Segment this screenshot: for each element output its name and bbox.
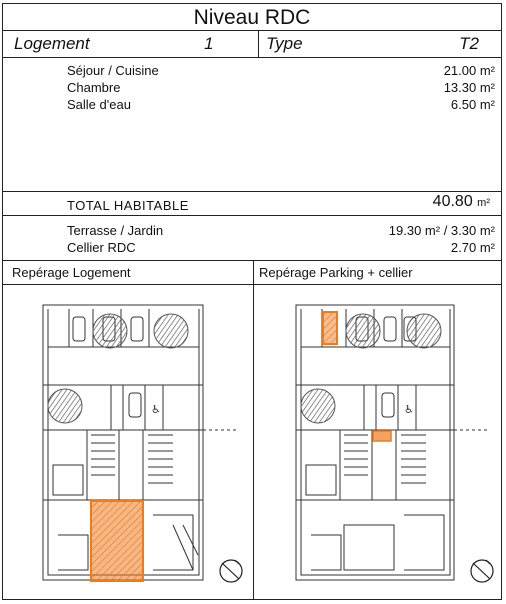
logement-label: Logement [14, 34, 90, 53]
location-logement-label: Repérage Logement [12, 265, 131, 280]
north-arrow-icon [471, 560, 493, 582]
location-divider [253, 261, 254, 285]
tree-icon [407, 314, 441, 348]
tree-icon [93, 314, 127, 348]
header-row [3, 31, 501, 58]
tree-icon [301, 389, 335, 423]
extra-name: Cellier RDC [67, 240, 136, 255]
room-row [67, 80, 495, 96]
parking-highlight-fill [323, 312, 337, 344]
room-area: 13.30 m² [443, 80, 495, 95]
extra-row [67, 223, 495, 239]
floor-plan-logement [3, 285, 253, 599]
accessibility-icon: ♿ [151, 403, 161, 416]
logement-value: 1 [204, 34, 214, 53]
location-header [3, 261, 501, 285]
location-parking-label: Repérage Parking + cellier [259, 265, 413, 280]
tree-icon [154, 314, 188, 348]
room-name: Chambre [67, 80, 121, 95]
room-name: Séjour / Cuisine [67, 63, 159, 78]
specification-sheet [2, 3, 502, 600]
room-row [67, 97, 495, 113]
extra-area: 19.30 m² / 3.30 m² [388, 223, 495, 238]
total-value-group [433, 193, 490, 211]
accessibility-icon: ♿ [404, 403, 414, 416]
total-unit: m² [477, 197, 490, 209]
page-title: Niveau RDC [3, 4, 501, 31]
extra-name: Terrasse / Jardin [67, 223, 164, 238]
total-row [3, 192, 501, 216]
extra-area: 2.70 m² [450, 240, 495, 255]
type-label: Type [266, 34, 303, 53]
cellier-highlight [373, 431, 391, 441]
tree-icon [48, 389, 82, 423]
type-value: T2 [459, 34, 479, 53]
room-name: Salle d'eau [67, 97, 131, 112]
room-area: 6.50 m² [450, 97, 495, 112]
extra-row [67, 240, 495, 256]
room-area: 21.00 m² [443, 63, 495, 78]
tree-icon [346, 314, 380, 348]
plans-area [3, 285, 501, 599]
rooms-list [3, 58, 501, 192]
extras-list [3, 216, 501, 261]
header-divider [258, 31, 259, 57]
room-row [67, 63, 495, 79]
north-arrow-icon [220, 560, 242, 582]
building-outline [296, 305, 489, 580]
floor-plan-parking [254, 285, 503, 599]
apartment-highlight-fill [91, 501, 143, 581]
total-value: 40.80 [432, 193, 473, 210]
total-label: TOTAL HABITABLE [67, 198, 189, 213]
